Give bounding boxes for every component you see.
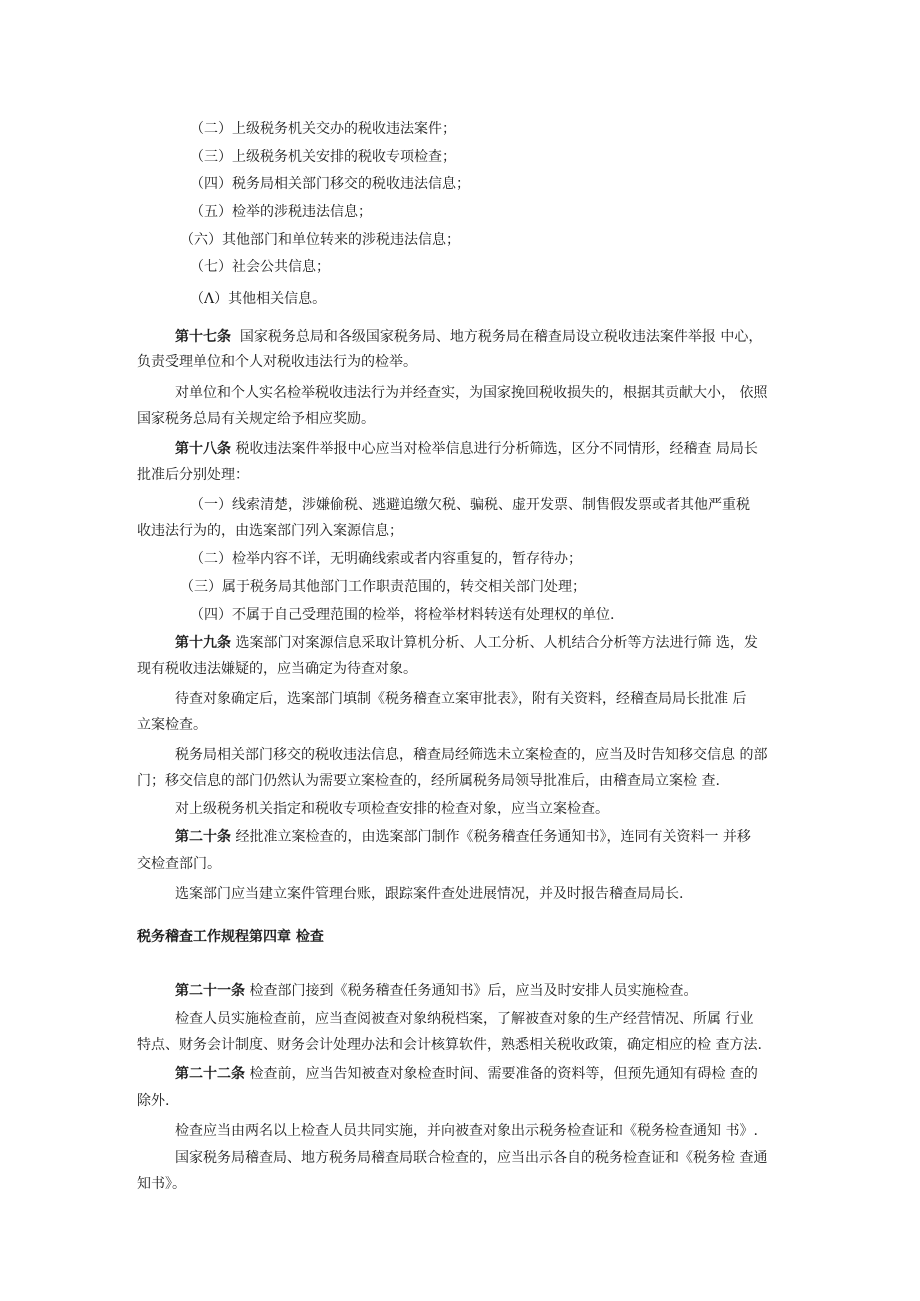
article-22-paragraph (175, 1065, 758, 1083)
article-heading: 第十八条 (175, 441, 231, 457)
item-line: （四）不属于自己受理范围的检举，将检举材料转送有处理权的单位. (190, 607, 615, 623)
item-line: （二）检举内容不详，无明确线索或者内容重复的，暂存待办； (190, 551, 582, 567)
body-line: 国家税务总局有关规定给予相应奖励。 (137, 411, 375, 427)
item-line: （六）其他部门和单位转来的涉税违法信息； (180, 232, 460, 248)
article-heading: 第二十条 (175, 829, 231, 845)
article-19-paragraph (175, 634, 758, 652)
body-line: 负责受理单位和个人对税收违法行为的检举。 (137, 354, 417, 370)
article-text: 经批准立案检查的，由选案部门制作《税务稽查任务通知书》，连同有关资料一 并移 (235, 829, 751, 845)
body-line: 知书》。 (137, 1176, 186, 1192)
body-line: 选案部门应当建立案件管理台账，跟踪案件查处进展情况，并及时报告稽查局局长. (175, 886, 684, 902)
body-line: 批准后分别处理： (137, 467, 249, 483)
item-line: （七）社会公共信息； (190, 259, 330, 275)
item-line: （一）线索清楚，涉嫌偷税、逃避追缴欠税、骗税、虚开发票、制售假发票或者其他严重税 (190, 497, 750, 513)
article-17-paragraph (175, 328, 762, 346)
article-21-paragraph (175, 982, 697, 1000)
item-line: （五）检举的涉税违法信息； (190, 204, 372, 220)
body-line: 检查人员实施检查前，应当查阅被查对象纳税档案，了解被查对象的生产经营情况、所属 行业 (175, 1011, 754, 1027)
article-text: 国家税务总局和各级国家税务局、地方税务局在稽查局设立税收违法案件举报 中心， (239, 329, 763, 345)
article-heading: 第十九条 (175, 635, 231, 651)
item-line: （四）税务局相关部门移交的税收违法信息； (190, 176, 470, 192)
article-text: 检查部门接到《税务稽查任务通知书》后，应当及时安排人员实施检查。 (249, 983, 698, 999)
item-line: （二）上级税务机关交办的税收违法案件； (190, 121, 456, 137)
article-text: 选案部门对案源信息采取计算机分析、人工分析、人机结合分析等方法进行筛 选，发 (235, 635, 758, 651)
body-line: 除外. (137, 1093, 170, 1109)
body-line: 对上级税务机关指定和税收专项检查安排的检查对象，应当立案检查。 (175, 801, 609, 817)
body-line: 待查对象确定后，选案部门填制《税务稽查立案审批表》，附有关资料，经稽查局局长批准 后 (175, 691, 747, 707)
chapter-heading: 税务稽查工作规程第四章 检查 (137, 929, 324, 945)
body-line: 检查应当由两名以上检查人员共同实施，并向被查对象出示税务检查证和《税务检查通知 书》. (175, 1123, 758, 1139)
body-line: 特点、财务会计制度、财务会计处理办法和会计核算软件，熟悉相关税收政策，确定相应的检 查方法. (137, 1037, 762, 1053)
article-heading: 第二十二条 (175, 1066, 245, 1082)
item-line: （三）上级税务机关安排的税收专项检查； (190, 149, 456, 165)
item-line: （Λ）其他相关信息。 (190, 291, 327, 307)
body-line: 对单位和个人实名检举税收违法行为并经查实，为国家挽回税收损失的，根据其贡献大小， 依照 (175, 385, 768, 401)
article-text: 检查前，应当告知被查对象检查时间、需要准备的资料等，但预先通知有碍检 查的 (249, 1066, 758, 1082)
article-18-paragraph (175, 440, 758, 458)
body-line: 立案检查。 (137, 717, 207, 733)
item-line: （三）属于税务局其他部门工作职责范围的，转交相关部门处理； (180, 579, 586, 595)
body-line: 收违法行为的，由选案部门列入案源信息； (137, 523, 403, 539)
article-text: 税收违法案件举报中心应当对检举信息进行分析筛选，区分不同情形，经稽查 局局长 (235, 441, 758, 457)
body-line: 现有税收违法嫌疑的，应当确定为待查对象。 (137, 661, 417, 677)
body-line: 税务局相关部门移交的税收违法信息，稽查局经筛选未立案检查的，应当及时告知移交信息 的部 (175, 747, 768, 763)
article-heading: 第十七条 (175, 329, 231, 345)
body-line: 国家税务局稽查局、地方税务局稽查局联合检查的，应当出示各自的税务检查证和《税务检 查通 (175, 1150, 768, 1166)
article-20-paragraph (175, 828, 751, 846)
article-heading: 第二十一条 (175, 983, 245, 999)
body-line: 门；移交信息的部门仍然认为需要立案检查的，经所属税务局领导批准后，由稽查局立案检 查. (137, 773, 720, 789)
body-line: 交检查部门。 (137, 856, 221, 872)
